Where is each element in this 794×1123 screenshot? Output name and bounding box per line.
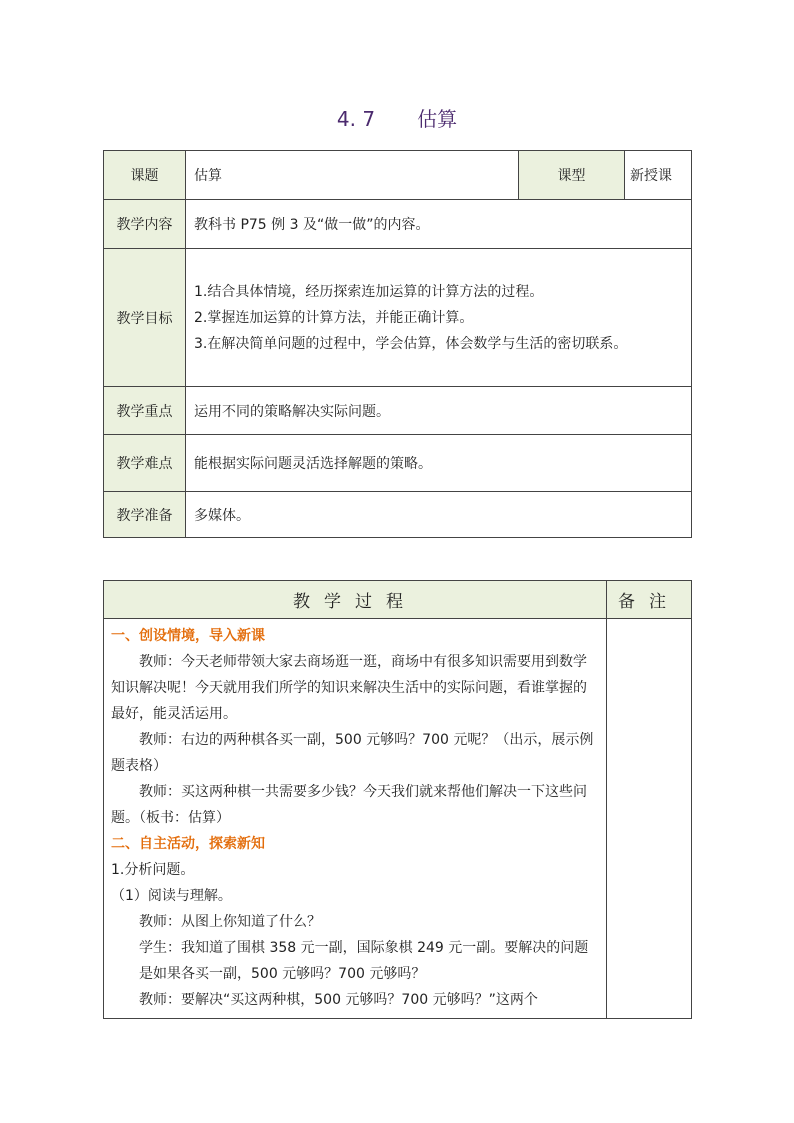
topic-label: 课题 [104,151,186,200]
notes-heading: 备注 [607,581,692,619]
lesson-number: 4. 7 [336,107,376,131]
paragraph: （1）阅读与理解。 [111,888,232,904]
paragraph [111,727,600,779]
paragraph: 学生：我知道了围棋 358 元一副，国际象棋 249 元一副。要解决的问题是如果各买一副，500 元够吗？700 元够吗？ [139,940,589,982]
content-value: 教科书 P75 例 3 及“做一做”的内容。 [186,200,692,249]
paragraph [111,779,600,831]
process-body [104,619,607,1019]
goal-item: 3.在解决简单问题的过程中，学会估算，体会数学与生活的密切联系。 [194,335,628,352]
key-value: 运用不同的策略解决实际问题。 [186,387,692,435]
section-title: 二、自主活动，探索新知 [111,836,265,852]
goals-label: 教学目标 [104,249,186,387]
goals-value [186,249,692,387]
paragraph-text: 教师：买这两种棋一共需要多少钱？今天我们就来帮他们解决一下这些问题。 [111,784,587,826]
topic-value: 估算 [186,151,519,200]
key-label: 教学重点 [104,387,186,435]
prep-label: 教学准备 [104,492,186,538]
paragraph: 教师：要解决“买这两种棋，500 元够吗？700 元够吗？”这两个 [139,992,538,1008]
goal-item: 2.掌握连加运算的计算方法，并能正确计算。 [194,309,474,326]
paragraph: 1.分析问题。 [111,862,195,878]
teaching-process-table [103,580,692,1019]
paragraph: 教师：从图上你知道了什么？ [139,914,321,930]
content-label: 教学内容 [104,200,186,249]
lesson-name: 估算 [417,107,458,131]
lesson-info-table [103,150,692,538]
section-title: 一、创设情境，导入新课 [111,628,265,644]
difficulty-label: 教学难点 [104,435,186,492]
goal-item: 1.结合具体情境，经历探索连加运算的计算方法的过程。 [194,283,544,300]
paragraph: 教师：今天老师带领大家去商场逛一逛，商场中有很多知识需要用到数学知识解决呢！今天就用我们所学的知识来解决生活中的实际问题，看谁掌握的最好，能灵活运用。 [111,654,587,722]
paragraph-note: （板书：估算） [139,810,230,826]
process-heading: 教学过程 [104,581,607,619]
type-value: 新授课 [625,151,692,200]
page-title [0,103,794,132]
difficulty-value: 能根据实际问题灵活选择解题的策略。 [186,435,692,492]
prep-value: 多媒体。 [186,492,692,538]
notes-cell [607,619,692,1019]
type-label: 课型 [519,151,625,200]
paragraph-note: （出示，展示例题表格） [111,732,594,774]
paragraph-text: 教师：右边的两种棋各买一副，500 元够吗？700 元呢？ [139,732,496,748]
